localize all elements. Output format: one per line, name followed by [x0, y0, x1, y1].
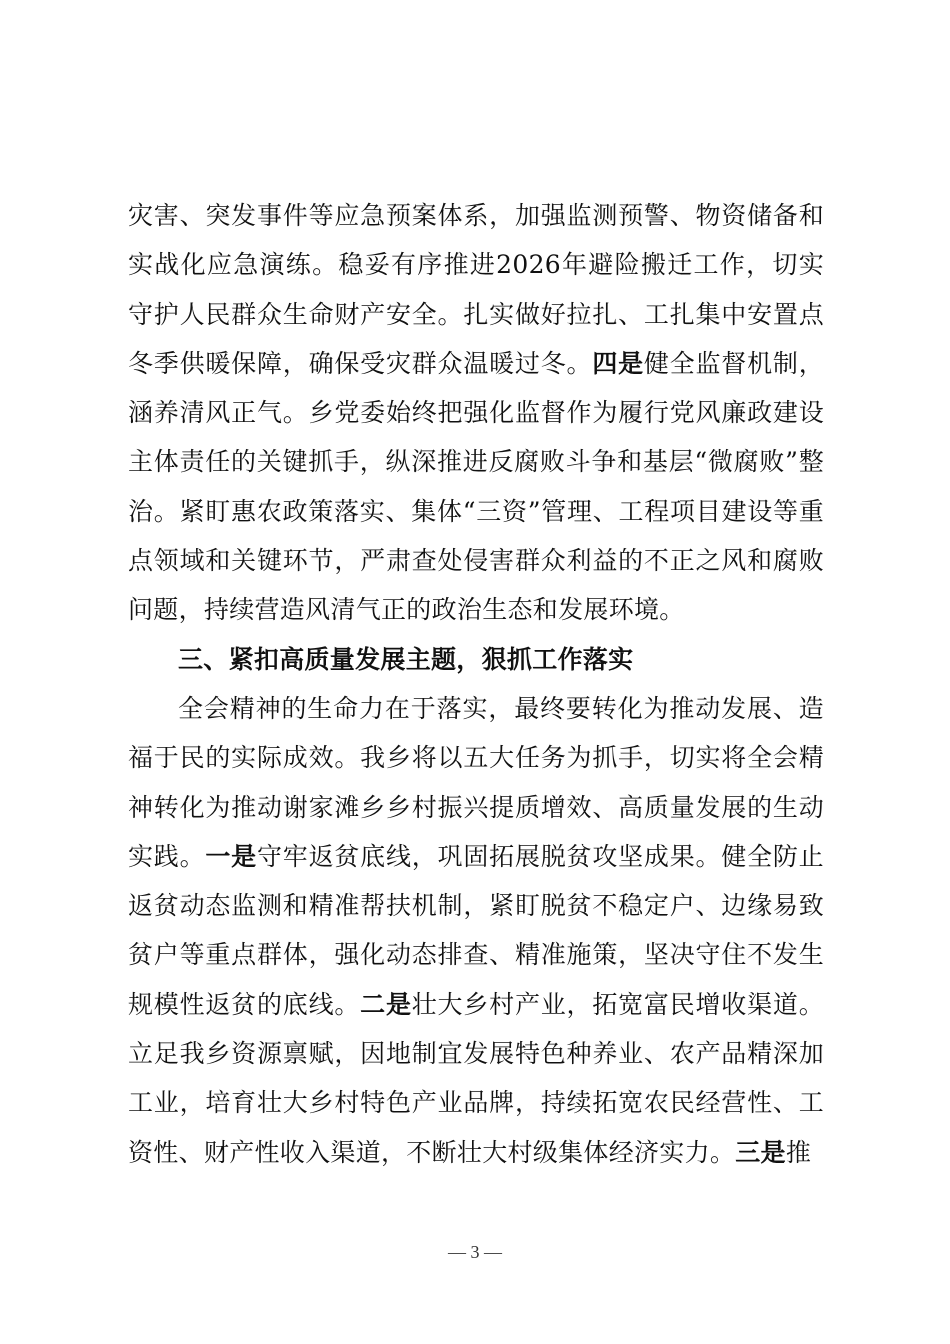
- paragraph-2: [128, 684, 824, 1177]
- page-number: — 3 —: [448, 1242, 502, 1262]
- paragraph-2-text-b: 守牢返贫底线，巩固拓展脱贫攻坚成果。健全防止返贫动态监测和精准帮扶机制，紧盯脱贫不稳定户、边缘易致贫户等重点群体，强化动态排查、精准施策，坚决守住不发生规模性返贫的底线。: [128, 841, 824, 1019]
- document-body: [128, 191, 824, 1177]
- paragraph-2-bold-marker-3: 三是: [735, 1137, 786, 1167]
- paragraph-1-text-a: 灾害、突发事件等应急预案体系，加强监测预警、物资储备和实战化应急演练。稳妥有序推进2026年避险搬迁工作，切实守护人民群众生命财产安全。扎实做好拉扎、工扎集中安置点冬季供暖保障，确保受灾群众温暖过冬。: [128, 201, 824, 378]
- paragraph-2-text-a: 全会精神的生命力在于落实，最终要转化为推动发展、造福于民的实际成效。我乡将以五大任务为抓手，切实将全会精神转化为推动谢家滩乡乡村振兴提质增效、高质量发展的生动实践。: [128, 693, 824, 871]
- paragraph-1-bold-marker: 四是: [592, 348, 644, 378]
- paragraph-2-text-d: 推: [785, 1137, 812, 1167]
- section-heading: 三、紧扣高质量发展主题，狠抓工作落实: [178, 644, 634, 674]
- paragraph-1: [128, 191, 824, 635]
- paragraph-1-text-b: 健全监督机制，涵养清风正气。乡党委始终把强化监督作为履行党风廉政建设主体责任的关键抓手，纵深推进反腐败斗争和基层“微腐败”整治。紧盯惠农政策落实、集体“三资”管理、工程项目建设等重点领域和关键环节，严肃查处侵害群众利益的不正之风和腐败问题，持续营造风清气正的政治生态和发展环境。: [128, 348, 824, 625]
- paragraph-2-bold-marker-1: 一是: [205, 841, 257, 871]
- paragraph-2-text-c: 壮大乡村产业，拓宽富民增收渠道。立足我乡资源禀赋，因地制宜发展特色种养业、农产品精深加工业，培育壮大乡村特色产业品牌，持续拓宽农民经营性、工资性、财产性收入渠道，不断壮大村级集体经济实力。: [128, 989, 824, 1167]
- paragraph-2-bold-marker-2: 二是: [360, 989, 412, 1019]
